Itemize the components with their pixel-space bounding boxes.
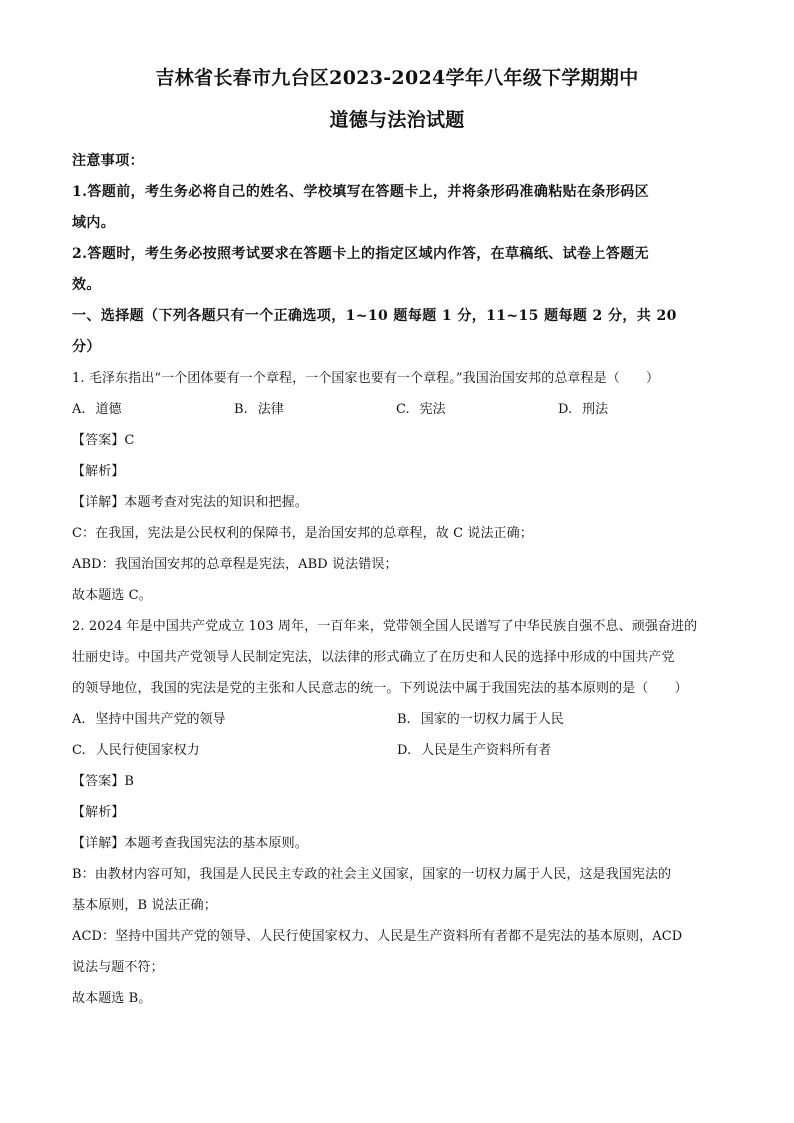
q2-analysis-label: 【解析】 [72,805,125,820]
option-letter: C. [72,743,86,758]
q1-conclusion: 故本题选 C。 [72,588,152,603]
q1-option-d [558,394,720,425]
q2-stem-line2: 壮丽史诗。中国共产党领导人民制定宪法，以法律的形式确立了在历史和人民的选择中形成的中国共产党 [72,650,675,665]
option-letter: A. [72,712,86,727]
q1-line-c: C：在我国，宪法是公民权利的保障书，是治国安邦的总章程，故 C 说法正确； [72,526,533,541]
option-text: 法律 [257,402,284,417]
option-text: 国家的一切权力属于人民 [420,712,564,727]
option-letter: B. [397,712,411,727]
q2-stem-line3: 的领导地位，我国的宪法是党的主张和人民意志的统一。下列说法中属于我国宪法的基本原则的是（ ） [72,681,688,696]
q2-line-b2: 基本原则，B 说法正确； [72,898,217,913]
q2-conclusion: 故本题选 B。 [72,991,152,1006]
q1-stem: 1. 毛泽东指出“一个团体要有一个章程，一个国家也要有一个章程。”我国治国安邦的总章程是（ ） [72,371,660,386]
exam-title-line1: 吉林省长春市九台区2023-2024学年八年级下学期期中 [155,67,639,89]
option-letter: B. [234,402,248,417]
option-letter: C. [396,402,410,417]
q2-options-row1 [72,704,722,735]
q2-options-row2 [72,735,722,766]
option-text: 人民行使国家权力 [95,743,200,758]
q1-answer: 【答案】C [72,433,135,448]
option-letter: D. [397,743,412,758]
q1-options [72,394,722,425]
option-letter: A. [72,402,86,417]
q2-option-c [72,735,397,766]
option-text: 道德 [95,402,122,417]
q1-analysis-label: 【解析】 [72,464,125,479]
q2-option-d [397,735,722,766]
q1-option-a [72,394,234,425]
q1-detail: 【详解】本题考查对宪法的知识和把握。 [72,495,308,510]
notice-item1-line2: 域内。 [72,215,116,231]
q1-line-abd: ABD：我国治国安邦的总章程是宪法，ABD 说法错误； [72,557,398,572]
option-text: 人民是生产资料所有者 [421,743,552,758]
q2-option-b [397,704,722,735]
option-letter: D. [558,402,573,417]
q2-stem-line1: 2. 2024 年是中国共产党成立 103 周年，一百年来，党带领全国人民谱写了中华民族自强不息、顽强奋进的 [72,619,698,634]
notice-item2-line1: 2.答题时，考生务必按照考试要求在答题卡上的指定区域内作答，在草稿纸、试卷上答题无 [72,246,650,262]
notice-heading: 注意事项： [72,153,144,169]
notice-item2-line2: 效。 [72,277,101,293]
q1-option-b [234,394,396,425]
option-text: 宪法 [419,402,446,417]
q1-option-c [396,394,558,425]
q2-line-acd2: 说法与题不符； [72,960,164,975]
notice-item1-line1: 1.答题前，考生务必将自己的姓名、学校填写在答题卡上，并将条形码准确粘贴在条形码区 [72,184,650,200]
option-text: 刑法 [582,402,609,417]
exam-title-line2: 道德与法治试题 [329,109,465,131]
q2-detail: 【详解】本题考查我国宪法的基本原则。 [72,836,308,851]
option-text: 坚持中国共产党的领导 [95,712,226,727]
section1-heading-line1: 一、选择题（下列各题只有一个正确选项，1~10 题每题 1 分，11~15 题每题 2 分，共 20 [72,308,677,324]
section1-heading-line2: 分） [72,339,101,355]
q2-option-a [72,704,397,735]
q2-line-b1: B：由教材内容可知，我国是人民民主专政的社会主义国家，国家的一切权力属于人民，这是我国宪法的 [72,867,672,882]
q2-answer: 【答案】B [72,774,135,789]
q2-line-acd1: ACD：坚持中国共产党的领导、人民行使国家权力、人民是生产资料所有者都不是宪法的基本原则，ACD [72,929,683,944]
